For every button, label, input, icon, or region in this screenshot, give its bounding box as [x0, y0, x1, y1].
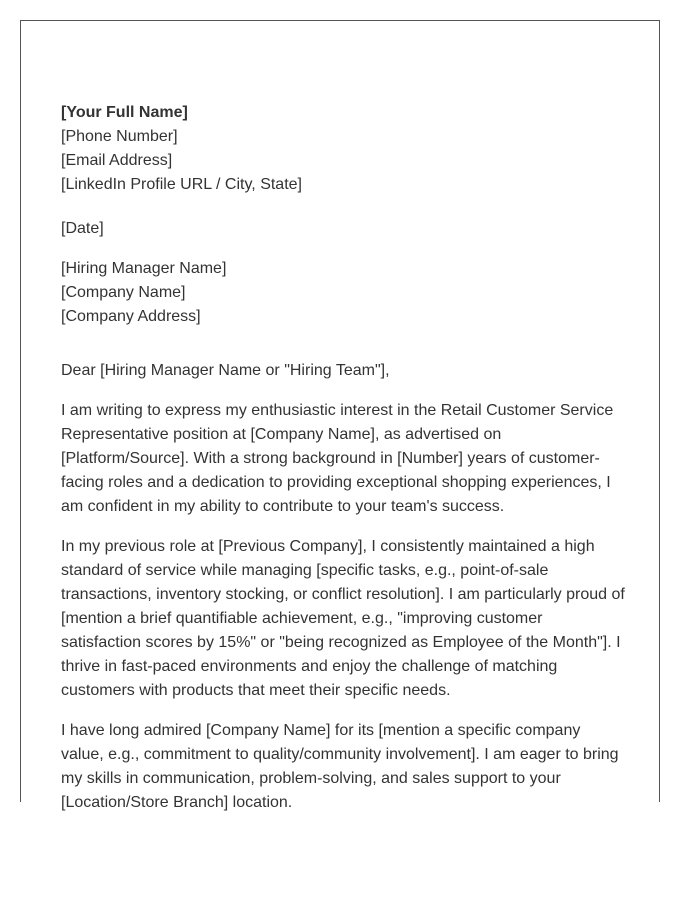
sender-email: [Email Address]	[61, 152, 173, 169]
body-paragraph-intro: I am writing to express my enthusiastic interest in the Retail Customer Service Representative position at [Company Name], as advertised on [Platform/Source]. With a strong background in [Number] years of customer-facing roles and a dedication to providing exceptional shopping experiences, I am confident in my ability to contribute to your team's success.	[61, 402, 614, 515]
body-paragraph-company-fit: I have long admired [Company Name] for its [mention a specific company value, e.g., commitment to quality/community involvement]. I am eager to bring my skills in communication, problem-solving, and sales support to your [Location/Store Branch] location.	[61, 722, 619, 811]
sender-linkedin-location: [LinkedIn Profile URL / City, State]	[61, 176, 302, 193]
body-paragraph-experience: In my previous role at [Previous Company], I consistently maintained a high standard of service while managing [specific tasks, e.g., point-of-sale transactions, inventory stocking, or conflict resolution]. I am particularly proud of [mention a brief quantifiable achievement, e.g., "improving customer satisfaction scores by 15%" or "being recognized as Employee of the Month"]. I thrive in fast-paced environments and enjoy the challenge of matching customers with products that meet their specific needs.	[61, 538, 625, 699]
letter-date	[61, 217, 626, 241]
date-text: [Date]	[61, 220, 104, 237]
sender-full-name: [Your Full Name]	[61, 104, 188, 121]
sender-header	[61, 101, 626, 197]
recipient-block	[61, 257, 626, 329]
salutation	[61, 359, 626, 383]
salutation-text: Dear [Hiring Manager Name or "Hiring Team"],	[61, 362, 390, 379]
recipient-company-address: [Company Address]	[61, 308, 201, 325]
recipient-manager-name: [Hiring Manager Name]	[61, 260, 227, 277]
sender-phone: [Phone Number]	[61, 128, 178, 145]
recipient-company-name: [Company Name]	[61, 284, 186, 301]
document-page	[20, 20, 660, 811]
cover-letter-body	[61, 101, 626, 815]
